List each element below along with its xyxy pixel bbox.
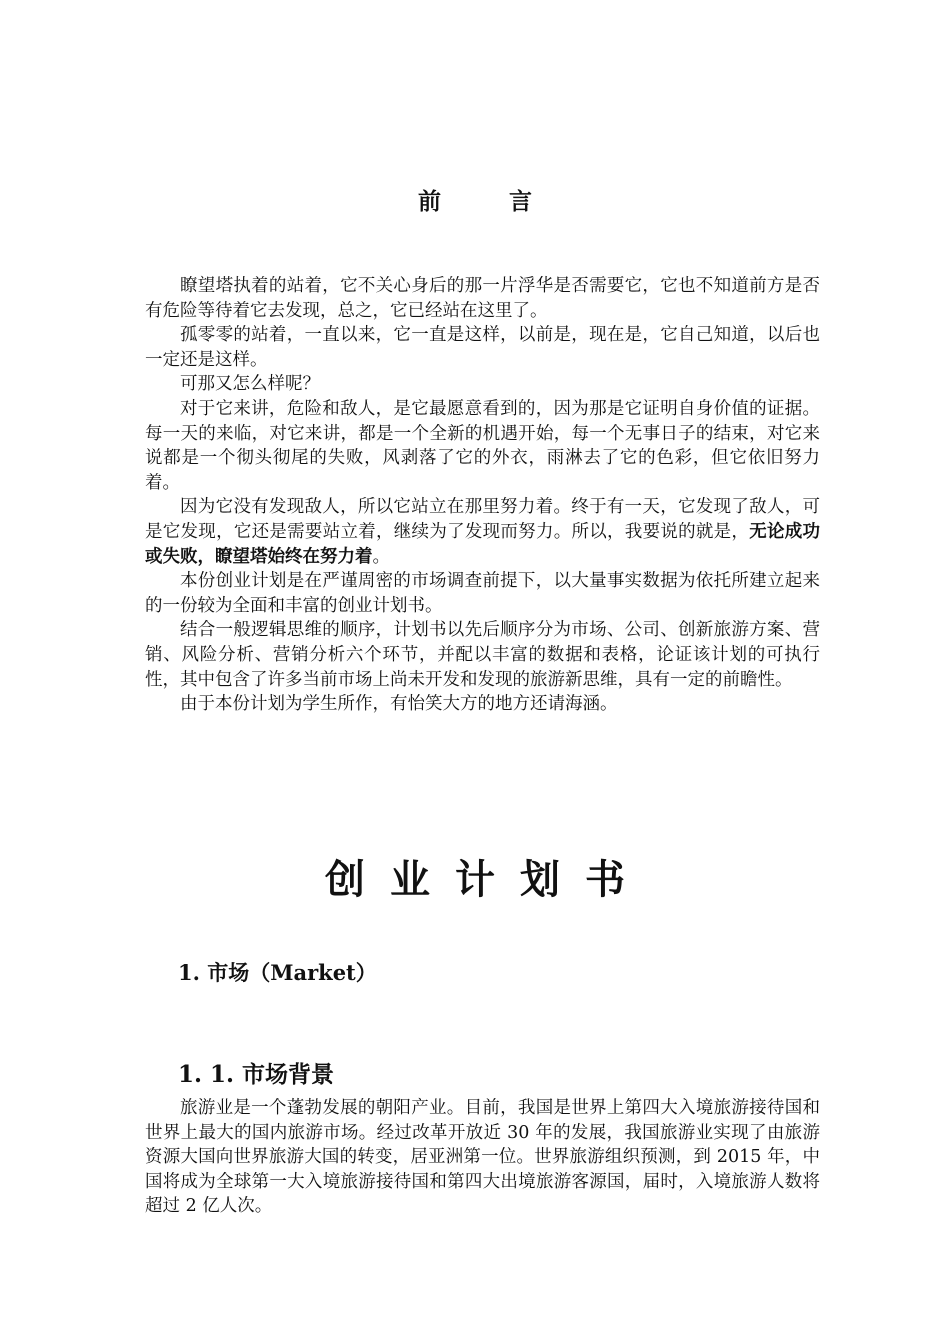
market-background-paragraph: 旅游业是一个蓬勃发展的朝阳产业。目前，我国是世界上第四大入境旅游接待国和世界上最大的国内旅游市场。经过改革开放近 30 年的发展，我国旅游业实现了由旅游资源大国向世界旅游大国的转变，居亚洲第一位。世界旅游组织预测，到 2015 年，中国将成为全球第一大入境旅游接待国和第四大出境旅游客源国，届时，入境旅游人数将超过 2 亿人次。: [145, 1098, 820, 1217]
preface-paragraph: 孤零零的站着，一直以来，它一直是这样，以前是，现在是，它自己知道，以后也一定还是这样。: [145, 325, 820, 370]
preface-paragraph: 可那又怎么样呢？: [180, 374, 320, 395]
bold-statement: 无论成功或失败，瞭望塔始终在努力着: [145, 521, 820, 567]
preface-paragraph: 结合一般逻辑思维的顺序，计划书以先后顺序分为市场、公司、创新旅游方案、营销、风险分析、营销分析六个环节，并配以丰富的数据和表格，论证该计划的可执行性，其中包含了许多当前市场上尚未开发和发现的旅游新思维，具有一定的前瞻性。: [145, 620, 820, 690]
preface-body: [145, 274, 820, 717]
preface-paragraph: 本份创业计划是在严谨周密的市场调查前提下，以大量事实数据为依托所建立起来的一份较为全面和丰富的创业计划书。: [145, 571, 820, 616]
preface-paragraph: 由于本份计划为学生所作，有怡笑大方的地方还请海涵。: [180, 694, 618, 715]
market-background-body: [145, 1096, 820, 1219]
preface-title: 前 言: [417, 188, 562, 215]
preface-paragraph-emphasis: [145, 495, 820, 569]
section-heading-market: 1. 市场（Market）: [178, 960, 377, 985]
paragraph-text: 。: [372, 546, 390, 567]
subsection-heading-market-background: 1. 1. 市场背景: [178, 1061, 335, 1088]
preface-paragraph: 瞭望塔执着的站着，它不关心身后的那一片浮华是否需要它，它也不知道前方是否有危险等待着它去发现，总之，它已经站在这里了。: [145, 276, 820, 321]
plan-title: 创业计划书: [325, 856, 650, 903]
paragraph-text: 因为它没有发现敌人，所以它站立在那里努力着。终于有一天，它发现了敌人，可是它发现，它还是需要站立着，继续为了发现而努力。所以，我要说的就是，: [145, 497, 820, 542]
preface-paragraph: 对于它来讲，危险和敌人，是它最愿意看到的，因为那是它证明自身价值的证据。每一天的来临，对它来讲，都是一个全新的机遇开始，每一个无事日子的结束，对它来说都是一个彻头彻尾的失败，风剥落了它的外衣，雨淋去了它的色彩，但它依旧努力着。: [145, 398, 820, 493]
